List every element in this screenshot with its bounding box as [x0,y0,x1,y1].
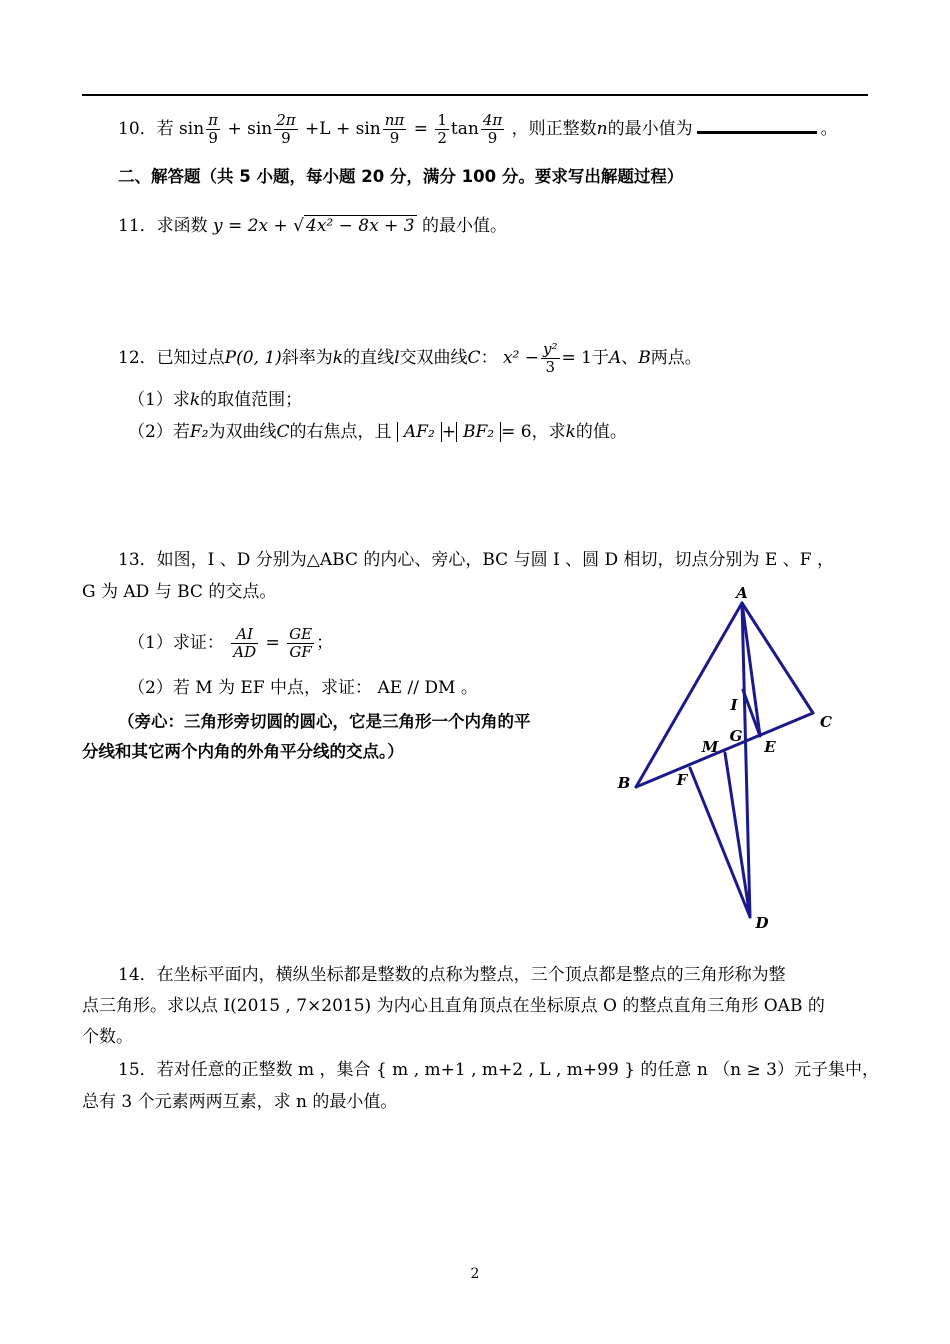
question-14-line-2: 点三角形。求以点 I(2015 , 7×2015) 为内心且直角顶点在坐标原点 O 的整点直角三角形 OAB 的 [82,996,825,1016]
label-C: C [820,713,832,731]
triangle-figure [610,580,850,940]
label-F: F [676,771,688,789]
fraction-ai-over-ad: $\frac{AI}{AD}$ [233,625,257,661]
question-15-line-1: 15．若对任意的正整数 m ，集合 { m , m+1 , m+2 , L , m+99 } 的任意 n （n ≥ 3）元子集中， [118,1060,879,1080]
label-I: I [730,696,738,714]
header-rule [82,94,868,96]
question-13-note-2: 分线和其它两个内角的外角平分线的交点。） [82,742,404,761]
label-G: G [729,727,743,745]
label-M: M [701,738,719,756]
label-A: A [736,584,748,602]
question-13-line-1: 13．如图，I 、D 分别为△ABC 的内心、旁心，BC 与圆 I 、圆 D 相切，切点分别为 E 、F ， [118,550,834,570]
question-10: 10．若 sin $\frac{\pi}{9}$ + sin $\frac{2\pi}{9}$ +L + sin $\frac{n\pi}{9}$ = $\frac{1}{2}$ tan $\frac{4\pi}{9}$ ，则正整数n的最小值为 。 [118,111,838,147]
label-E: E [764,738,776,756]
fraction-4pi-over-9: $\frac{4\pi}{9}$ [482,111,503,147]
segment-FD [690,768,750,917]
question-13-line-2: G 为 AD 与 BC 的交点。 [82,582,277,602]
fraction-y2-over-3: $\frac{\text{y²}}{3}$ [543,340,558,376]
fraction-2pi-over-9: $\frac{2\pi}{9}$ [276,111,296,147]
page-number: 2 [470,1266,480,1282]
label-B: B [617,774,631,792]
question-12-part-2: （2）若F₂为双曲线C的右焦点，且 AF₂ + BF₂ = 6，求k的值。 [128,422,627,442]
segment-AC [742,603,813,713]
section-heading: 二、解答题（共 5 小题，每小题 20 分，满分 100 分。要求写出解题过程） [118,167,684,186]
segment-BC [636,713,813,787]
abs-af2: AF₂ [397,422,442,442]
fraction-one-half: $\frac{1}{2}$ [437,111,447,147]
question-12: 12．已知过点P(0, 1)斜率为k的直线l交双曲线C： x² − $\frac{\text{y²}}{3}$ = 1于A、B两点。 [118,340,702,376]
question-14-line-3: 个数。 [82,1027,133,1047]
figure-lines [636,603,813,917]
label-D: D [755,914,769,932]
question-13-part-2: （2）若 M 为 EF 中点，求证： AE // DM 。 [128,678,478,698]
question-15-line-2: 总有 3 个元素两两互素，求 n 的最小值。 [82,1092,398,1112]
question-11: 11．求函数 y = 2x + √ 4x² − 8x + 3 的最小值。 [118,216,507,236]
fraction-npi-over-9: $\frac{n\pi}{9}$ [384,111,405,147]
answer-blank [697,131,817,134]
fraction-pi-over-9: $\frac{\pi}{9}$ [208,111,219,147]
question-14-line-1: 14．在坐标平面内，横纵坐标都是整数的点称为整点，三个顶点都是整点的三角形称为整 [118,965,786,985]
fraction-ge-over-gf: $\frac{GE}{GF}$ [289,625,313,661]
question-13-part-1: （1）求证： $\frac{AI}{AD}$ = $\frac{GE}{GF}$ ； [128,625,334,661]
question-12-part-1: （1）求k的取值范围； [128,390,303,410]
question-13-note-1: （旁心：三角形旁切圆的圆心，它是三角形一个内角的平 [118,712,531,731]
abs-bf2: BF₂ [456,422,501,442]
